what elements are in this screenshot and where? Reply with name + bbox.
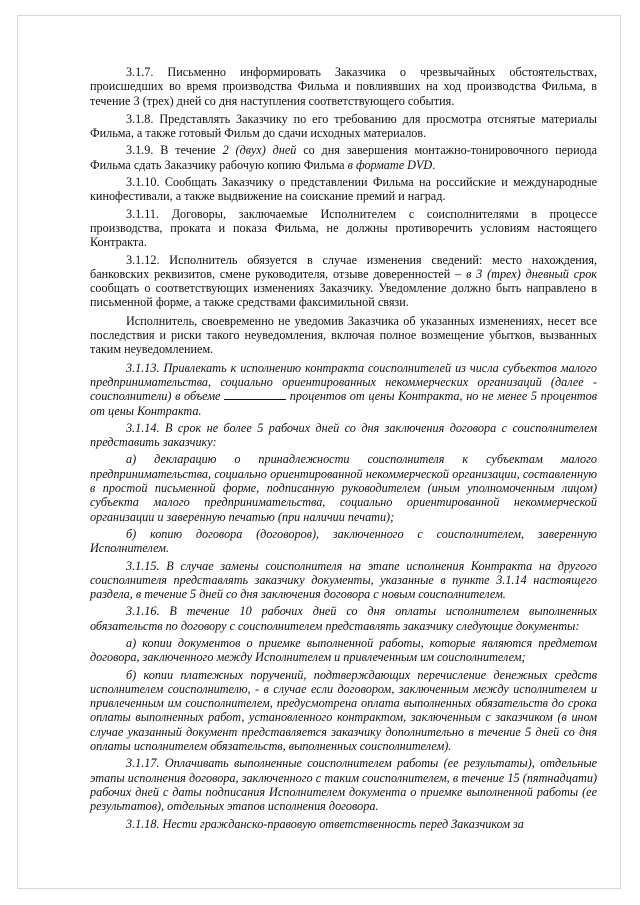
clause-3-1-9-format: в формате DVD: [347, 157, 433, 172]
clause-3-1-14-a: а) декларацию о принадлежности соисполнителя к субъектам малого предпринимательства, социально ориентированной некоммерческой организации, составленную в простой письменной форме, подписанную руководителем (иным уполномоченным лицом) субъекта малого предпринимательства, социально ориентированной некоммерческой организации и заверенную печатью (при наличии печати);: [90, 452, 597, 524]
notification-paragraph: Исполнитель, своевременно не уведомив Заказчика об указанных изменениях, несет все последствия и риски такого неуведомления, включая полное возмещение убытков, вызванных таким неуведомлением.: [90, 313, 597, 357]
clause-3-1-7: 3.1.7. Письменно информировать Заказчика о чрезвычайных обстоятельствах, происшедших во время производства Фильма и повлиявших на ход производства Фильма, в течение 3 (трех) дней со дня наступления соответствующего события.: [90, 65, 597, 108]
clause-3-1-9-middle: со дня завершения монтажно-тонировочного периода Фильма сдать Заказчику рабочую копию Фильма: [90, 143, 597, 172]
clause-3-1-9-end: .: [432, 157, 436, 172]
clause-3-1-8: 3.1.8. Представлять Заказчику по его требованию для просмотра отснятые материалы Фильма, а также готовый Фильм до сдачи исходных материалов.: [90, 111, 597, 141]
clause-3-1-15: 3.1.15. В случае замены соисполнителя на этапе исполнения Контракта на другого соисполнителя представлять заказчику документы, указанные в пункте 3.1.14 настоящего раздела, в течение 5 дней со дня заключения договора с новым соисполнителем.: [90, 558, 597, 602]
percent-blank-line: [224, 389, 286, 400]
clause-3-1-12-end: сообщать о соответствующих изменениях Заказчику. Уведомление должно быть направлено в письменной форме, а также средствами факсимильной связи.: [90, 281, 597, 310]
clause-3-1-13-start: 3.1.13. Привлекать к исполнению контракта соисполнителей из числа субъектов малого предпринимательства, социально ориентированных некоммерческих организаций (далее - соисполнители) в объеме: [90, 360, 597, 404]
clause-3-1-12: [90, 253, 597, 310]
clause-3-1-9-start: 3.1.9. В течение: [126, 143, 223, 158]
clause-3-1-11: 3.1.11. Договоры, заключаемые Исполнителем с соисполнителями в процессе производства, проката и показа Фильма, не должны противоречить условиям настоящего Контракта.: [90, 206, 597, 250]
clause-3-1-12-term: в 3 (трех) дневный срок: [466, 266, 597, 281]
clause-3-1-17: 3.1.17. Оплачивать выполненные соисполнителем работы (ее результаты), отдельные этапы исполнения договора, заключенного с таким соисполнителем, в течение 15 (пятнадцати) рабочих дней с даты подписания Исполнителем документа о приемке выполненной работы (ее результатов), отдельных этапов исполнения договора.: [90, 756, 597, 814]
clause-3-1-18: 3.1.18. Нести гражданско-правовую ответственность перед Заказчиком за: [126, 816, 524, 831]
clause-3-1-9-term: 2 (двух) дней: [222, 143, 297, 158]
clause-3-1-14-b: б) копию договора (договоров), заключенного с соисполнителем, заверенную Исполнителем.: [90, 526, 597, 556]
clause-3-1-14: 3.1.14. В срок не более 5 рабочих дней со дня заключения договора с соисполнителем представить заказчику:: [90, 420, 597, 450]
clause-3-1-13-end: процентов от цены Контракта, но не менее 5 процентов от цены Контракта.: [90, 389, 597, 418]
clause-3-1-16-b: б) копии платежных поручений, подтверждающих перечисление денежных средств исполнителем соисполнителю, - в случае если договором, заключенным между исполнителем и привлеченным им соисполнителем, предусмотрена оплата выполненных обязательств до срока оплаты выполненных работ, установленного контрактом, заключенным с заказчиком (в ином случае указанный документ представляется заказчику дополнительно в течение 5 дней со дня оплаты исполнителем обязательств, выполненных соисполнителем).: [90, 667, 597, 754]
clause-3-1-16-a: а) копии документов о приемке выполненной работы, которые являются предметом договора, заключенного между Исполнителем и привлеченным им соисполнителем;: [90, 635, 597, 665]
clause-3-1-13: [90, 361, 597, 418]
clause-3-1-16: 3.1.16. В течение 10 рабочих дней со дня оплаты исполнителем выполненных обязательств по договору с соисполнителем представлять заказчику следующие документы:: [90, 604, 597, 633]
document-body: [90, 65, 597, 834]
clause-3-1-10: 3.1.10. Сообщать Заказчику о представлении Фильма на российские и международные кинофестивали, а также выдвижение на соискание премий и наград.: [90, 175, 597, 204]
clause-3-1-9: [90, 143, 597, 172]
clause-3-1-12-start: 3.1.12. Исполнитель обязуется в случае изменения сведений: место нахождения, банковских реквизитов, смене руководителя, отзыве доверенностей –: [90, 252, 597, 281]
